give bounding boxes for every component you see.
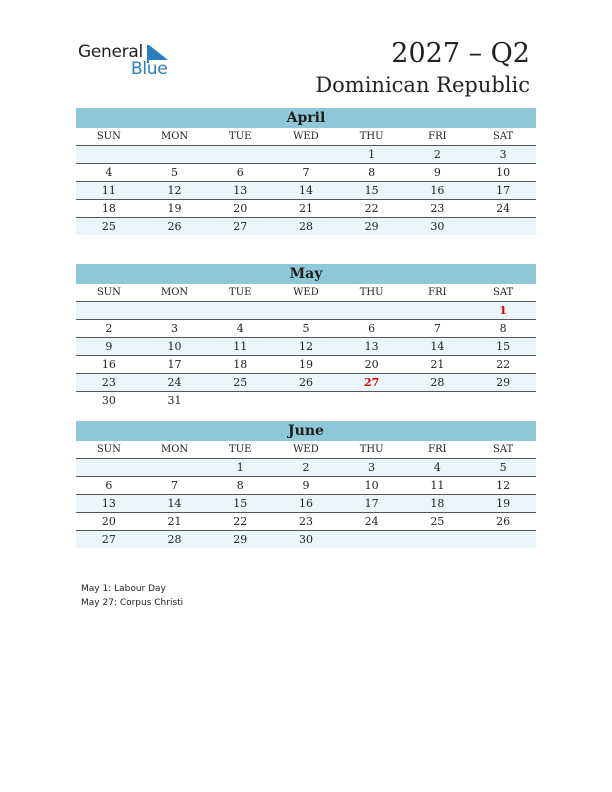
day-cell: 21 [273,200,339,218]
weekday-header: MON [142,128,208,146]
day-cell: 20 [76,513,142,531]
day-cell: 11 [207,338,273,356]
week-row [76,477,536,495]
month-grid [76,441,536,548]
day-cell: 23 [273,513,339,531]
weekday-header: WED [273,128,339,146]
week-row [76,320,536,338]
day-cell: 24 [142,374,208,392]
day-cell: 20 [207,200,273,218]
day-cell: 26 [142,218,208,236]
day-cell: 7 [405,320,471,338]
day-cell: 16 [273,495,339,513]
week-row [76,182,536,200]
day-cell: 12 [142,182,208,200]
weekday-header: FRI [405,441,471,459]
day-cell: 31 [167,394,182,407]
day-cell: 6 [207,164,273,182]
day-cell [76,302,142,320]
day-cell [405,392,471,410]
day-cell [470,392,536,410]
day-cell: 2 [273,459,339,477]
weekday-header: MON [142,441,208,459]
day-cell [339,392,405,410]
day-cell [207,392,273,410]
day-cell: 19 [142,200,208,218]
day-cell: 29 [207,531,273,549]
day-cell [470,218,536,236]
brand-general-text: General [78,42,143,62]
weekday-header: SUN [76,284,142,302]
weekday-header: WED [273,284,339,302]
day-cell: 13 [339,338,405,356]
week-row [76,459,536,477]
day-cell: 15 [339,182,405,200]
day-cell: 29 [339,218,405,236]
weekday-header: TUE [207,128,273,146]
day-cell: 11 [405,477,471,495]
day-cell: 15 [470,338,536,356]
day-cell: 3 [142,320,208,338]
day-cell: 1 [470,302,536,320]
day-cell [470,531,536,549]
weekday-header: MON [142,284,208,302]
day-cell: 24 [339,513,405,531]
day-cell: 25 [76,218,142,236]
day-cell: 26 [470,513,536,531]
day-cell: 26 [273,374,339,392]
day-cell [339,302,405,320]
day-cell [273,392,339,410]
day-cell: 22 [339,200,405,218]
day-cell: 8 [339,164,405,182]
day-cell: 25 [405,513,471,531]
day-cell: 5 [273,320,339,338]
day-cell: 21 [142,513,208,531]
day-cell: 14 [405,338,471,356]
weekday-header: THU [339,284,405,302]
day-cell: 5 [142,164,208,182]
day-cell: 13 [76,495,142,513]
month-grid [76,128,536,235]
day-cell: 22 [470,356,536,374]
day-cell: 16 [405,182,471,200]
month-grid [76,284,536,409]
day-cell [273,302,339,320]
brand-logo [78,40,178,80]
day-cell: 22 [207,513,273,531]
weekday-header: WED [273,441,339,459]
day-cell: 3 [470,146,536,164]
day-cell: 30 [273,531,339,549]
day-cell: 12 [273,338,339,356]
weekday-header: TUE [207,441,273,459]
week-row [76,200,536,218]
day-cell: 28 [273,218,339,236]
day-cell: 27 [76,531,142,549]
day-cell: 14 [142,495,208,513]
day-cell: 17 [142,356,208,374]
week-row [76,164,536,182]
day-cell: 1 [339,146,405,164]
day-cell: 17 [470,182,536,200]
day-cell: 23 [76,374,142,392]
brand-blue-text: Blue [131,59,168,79]
day-cell: 19 [273,356,339,374]
week-row [76,513,536,531]
week-row [76,302,536,320]
day-cell: 7 [142,477,208,495]
day-cell [405,531,471,549]
day-cell: 24 [470,200,536,218]
day-cell: 6 [339,320,405,338]
day-cell: 18 [76,200,142,218]
week-row [76,374,536,392]
month-june [76,421,536,548]
day-cell: 2 [76,320,142,338]
day-cell: 16 [76,356,142,374]
page-title: 2027 – Q2 [391,38,530,69]
day-cell [142,146,208,164]
day-cell: 10 [470,164,536,182]
weekday-header: FRI [405,128,471,146]
month-april [76,108,536,235]
day-cell: 17 [339,495,405,513]
week-row [76,356,536,374]
day-cell: 7 [273,164,339,182]
weekday-header: THU [339,128,405,146]
day-cell: 11 [76,182,142,200]
day-cell: 27 [207,218,273,236]
day-cell: 27 [339,374,405,392]
day-cell: 28 [405,374,471,392]
day-cell: 18 [405,495,471,513]
day-cell: 4 [405,459,471,477]
day-cell: 30 [405,218,471,236]
week-row [76,531,536,549]
day-cell: 30 [101,394,116,407]
day-cell [207,302,273,320]
week-row [76,495,536,513]
day-cell: 25 [207,374,273,392]
day-cell [76,459,142,477]
weekday-header: FRI [405,284,471,302]
day-cell: 10 [339,477,405,495]
day-cell: 20 [339,356,405,374]
day-cell [142,302,208,320]
day-cell [142,459,208,477]
weekday-header: SAT [470,441,536,459]
day-cell: 2 [405,146,471,164]
week-row [76,392,536,410]
day-cell: 21 [405,356,471,374]
day-cell: 29 [470,374,536,392]
day-cell: 8 [207,477,273,495]
weekday-header: SUN [76,441,142,459]
day-cell [405,302,471,320]
day-cell: 12 [470,477,536,495]
day-cell [273,146,339,164]
day-cell: 9 [273,477,339,495]
month-title: April [76,108,536,128]
weekday-header: SAT [470,128,536,146]
day-cell: 28 [142,531,208,549]
day-cell: 8 [470,320,536,338]
week-row [76,146,536,164]
weekday-header: THU [339,441,405,459]
holiday-note: May 1: Labour Day [81,584,166,594]
day-cell: 19 [470,495,536,513]
day-cell: 9 [405,164,471,182]
day-cell: 23 [405,200,471,218]
day-cell: 4 [76,164,142,182]
day-cell: 18 [207,356,273,374]
day-cell: 13 [207,182,273,200]
day-cell: 9 [76,338,142,356]
week-row [76,218,536,236]
month-title: May [76,264,536,284]
country-name: Dominican Republic [315,73,530,97]
day-cell: 6 [76,477,142,495]
day-cell: 15 [207,495,273,513]
day-cell: 3 [339,459,405,477]
holiday-note: May 27: Corpus Christi [81,598,184,608]
day-cell: 1 [207,459,273,477]
day-cell: 5 [470,459,536,477]
month-may [76,264,536,409]
weekday-header: SAT [470,284,536,302]
day-cell: 10 [142,338,208,356]
day-cell: 14 [273,182,339,200]
holiday-notes [81,582,183,610]
week-row [76,338,536,356]
weekday-header: TUE [207,284,273,302]
day-cell: 4 [207,320,273,338]
day-cell [207,146,273,164]
weekday-header: SUN [76,128,142,146]
month-title: June [76,421,536,441]
day-cell [339,531,405,549]
day-cell [76,146,142,164]
